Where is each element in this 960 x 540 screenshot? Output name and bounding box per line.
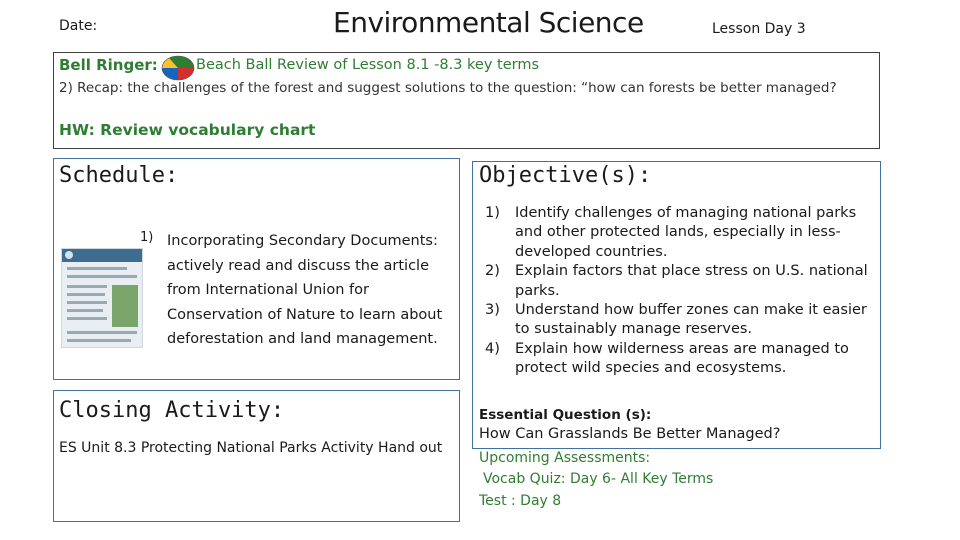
essential-question-text: How Can Grasslands Be Better Managed? xyxy=(479,426,781,442)
article-thumbnail xyxy=(61,248,143,348)
page-title: Environmental Science xyxy=(333,6,644,39)
upcoming-item-vocab-quiz: Vocab Quiz: Day 6- All Key Terms xyxy=(483,471,714,487)
schedule-item-number: 1) xyxy=(140,230,154,245)
list-item: 4) Explain how wilderness areas are managed to protect wild species and ecosystems. xyxy=(485,340,849,377)
recap-text: 2) Recap: the challenges of the forest and suggest solutions to the question: “how can forests be better managed? xyxy=(59,80,837,96)
upcoming-item-test: Test : Day 8 xyxy=(479,493,562,509)
list-item: 1) Identify challenges of managing national parks and other protected lands, especially in less-developed countries. xyxy=(485,205,857,260)
beach-ball-icon xyxy=(161,55,195,81)
closing-text: ES Unit 8.3 Protecting National Parks Activity Hand out xyxy=(59,440,443,456)
upcoming-assessments-label: Upcoming Assessments: xyxy=(479,450,651,466)
list-item: 2) Explain factors that place stress on U.S. national parks. xyxy=(485,263,868,299)
schedule-item-text: Incorporating Secondary Documents: actively read and discuss the article from International Union for Conservation of Nature to learn about deforestation and land management. xyxy=(167,233,443,348)
lesson-day: Lesson Day 3 xyxy=(712,21,806,37)
closing-heading: Closing Activity: xyxy=(59,398,285,423)
schedule-heading: Schedule: xyxy=(59,163,179,188)
bell-ringer-text: Beach Ball Review of Lesson 8.1 -8.3 key terms xyxy=(196,57,540,73)
list-item: 3) Understand how buffer zones can make it easier to sustainably manage reserves. xyxy=(485,302,867,338)
homework-text: HW: Review vocabulary chart xyxy=(59,121,316,139)
bell-ringer-label: Bell Ringer: xyxy=(59,56,158,74)
objectives-heading: Objective(s): xyxy=(479,163,652,188)
objectives-list xyxy=(485,204,877,379)
date-label: Date: xyxy=(59,18,98,34)
essential-question-label: Essential Question (s): xyxy=(479,407,652,423)
